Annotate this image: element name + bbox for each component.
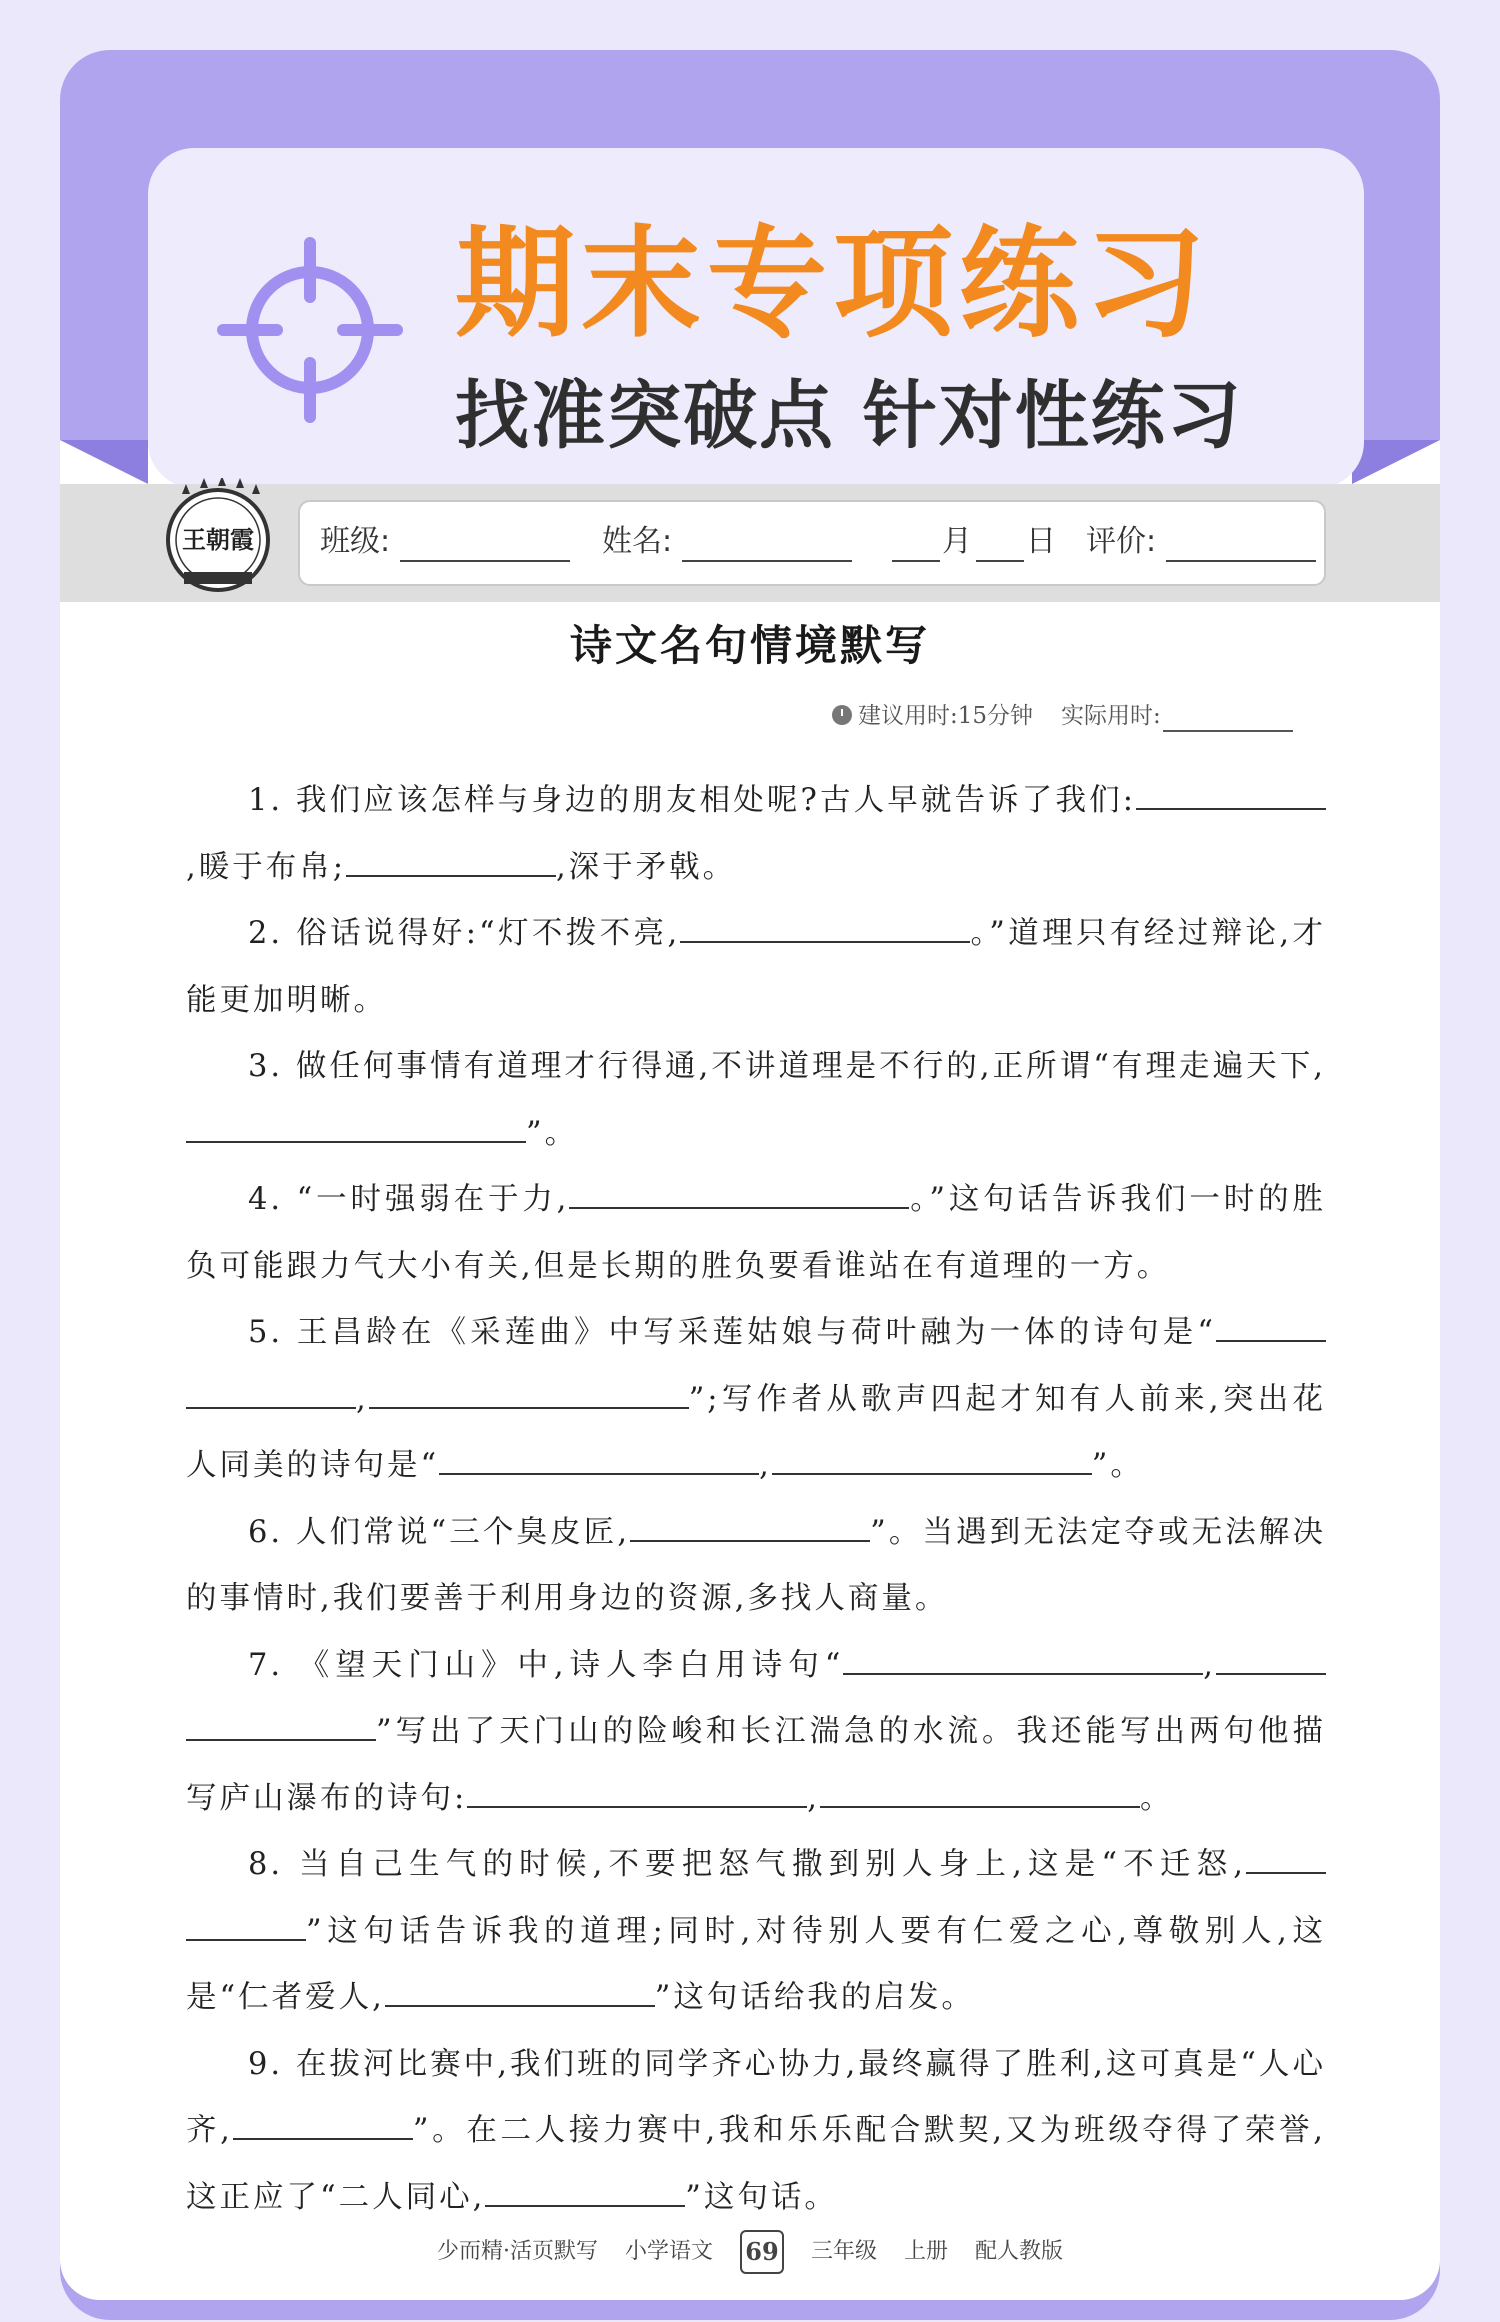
worksheet-title: 诗文名句情境默写 [569, 621, 930, 670]
question-text: ”。在二人接力赛中,我和乐乐配合默契,又为班级夺得了荣誉,这正应了“二人同心, [186, 2113, 1326, 2215]
question-text: ”这句话给我的启发。 [654, 1980, 975, 2015]
question-1 [186, 768, 1326, 901]
question-text: , [356, 1381, 369, 1417]
question-text: ”。 [1091, 1448, 1144, 1483]
question-6 [186, 1500, 1326, 1633]
time-row [832, 700, 1293, 732]
question-text: 1. 我们应该怎样与身边的朋友相处呢?古人早就告诉了我们: [248, 783, 1136, 818]
day-field[interactable] [976, 560, 1024, 562]
class-label: 班级: [320, 524, 391, 559]
answer-blank[interactable] [186, 1111, 526, 1143]
question-text: ,深于矛戟。 [555, 849, 737, 885]
answer-blank[interactable] [680, 911, 970, 943]
answer-blank[interactable] [1136, 778, 1246, 810]
question-text: ,暖于布帛; [186, 849, 346, 885]
actual-time-field[interactable] [1163, 708, 1293, 732]
question-text: 。”这句话告诉我们一时的胜负可能跟力气大小有关,但是长期的胜负要看谁站在有道理的一方。 [186, 1182, 1326, 1284]
footer-edition: 配人教版 [975, 2239, 1064, 2264]
question-text: 3. 做任何事情有道理才行得通,不讲道理是不行的,正所谓“有理走遍天下, [248, 1049, 1326, 1084]
answer-blank[interactable] [485, 2175, 685, 2207]
question-text: , [1203, 1647, 1216, 1683]
suggested-time: 建议用时:15分钟 [858, 703, 1034, 729]
answer-blank[interactable] [820, 1776, 1140, 1808]
question-text: 4. “一时强弱在于力, [248, 1182, 570, 1217]
answer-blank[interactable] [467, 1776, 807, 1808]
question-text: ”。 [526, 1115, 579, 1151]
question-5 [186, 1300, 1326, 1500]
question-text: , [759, 1448, 772, 1483]
question-text: , [807, 1780, 820, 1816]
page-number: 69 [740, 2230, 784, 2274]
question-4 [186, 1167, 1326, 1300]
answer-blank[interactable] [630, 1510, 870, 1542]
evaluation-label: 评价: [1086, 524, 1157, 559]
question-text: 2. 俗话说得好:“灯不拨不亮, [248, 916, 681, 951]
answer-blank[interactable] [1216, 1643, 1326, 1675]
right-fold-decoration [1352, 440, 1440, 484]
question-text: ”。当遇到无法定夺或无法解决的事情时,我们要善于利用身边的资源,多找人商量。 [186, 1514, 1326, 1616]
question-text: 5. 王昌龄在《采莲曲》中写采莲姑娘与荷叶融为一体的诗句是“ [248, 1315, 1216, 1350]
answer-blank[interactable] [1246, 1842, 1326, 1874]
question-8 [186, 1832, 1326, 2032]
question-list [186, 768, 1326, 2231]
class-field[interactable] [400, 560, 570, 562]
footer-subject: 小学语文 [624, 2239, 713, 2264]
day-label: 日 [1026, 524, 1056, 559]
question-9 [186, 2032, 1326, 2232]
question-text: ”写出了天门山的险峻和长江湍急的水流。我还能写出两句他描写庐山瀑布的诗句: [186, 1714, 1326, 1816]
name-label: 姓名: [602, 524, 673, 559]
question-text: 8. 当自己生气的时候,不要把怒气撒到别人身上,这是“不迁怒, [248, 1847, 1246, 1882]
answer-blank[interactable] [439, 1443, 759, 1475]
answer-blank[interactable] [186, 1377, 356, 1409]
footer-volume: 上册 [904, 2239, 949, 2264]
logo-name: 王朝霞 [182, 525, 254, 554]
footer-series: 少而精·活页默写 [436, 2239, 598, 2264]
answer-blank[interactable] [385, 1975, 655, 2007]
name-field[interactable] [682, 560, 852, 562]
question-text: ”这句话告诉我的道理;同时,对待别人要有仁爱之心,尊敬别人,这是“仁者爱人, [186, 1913, 1326, 2015]
page-footer [0, 2230, 1500, 2274]
question-7 [186, 1633, 1326, 1833]
question-text: 。”道理只有经过辩论,才能更加明晰。 [186, 916, 1326, 1018]
answer-blank[interactable] [346, 845, 556, 877]
answer-blank[interactable] [772, 1443, 1092, 1475]
question-text: ”;写作者从歌声四起才知有人前来,突出花人同美的诗句是“ [186, 1381, 1326, 1483]
evaluation-field[interactable] [1166, 560, 1316, 562]
question-text: 9. 在拔河比赛中,我们班的同学齐心协力,最终赢得了胜利,这可真是“人心齐, [186, 2046, 1326, 2148]
footer-grade: 三年级 [810, 2239, 877, 2264]
answer-blank[interactable] [233, 2108, 413, 2140]
student-info-box [298, 500, 1326, 586]
question-2 [186, 901, 1326, 1034]
answer-blank[interactable] [186, 1909, 306, 1941]
answer-blank[interactable] [369, 1377, 689, 1409]
question-text: 6. 人们常说“三个臭皮匠, [248, 1514, 631, 1550]
clock-icon [832, 705, 852, 725]
question-text: 。 [1139, 1780, 1174, 1816]
answer-blank[interactable] [1246, 778, 1326, 810]
brand-seal-logo [162, 478, 274, 598]
answer-blank[interactable] [569, 1177, 909, 1209]
month-label: 月 [942, 524, 972, 559]
answer-blank[interactable] [1216, 1310, 1326, 1342]
question-text: ”这句话。 [685, 2179, 838, 2215]
left-fold-decoration [60, 440, 148, 484]
month-field[interactable] [892, 560, 940, 562]
target-icon [215, 235, 405, 425]
question-3 [186, 1034, 1326, 1167]
banner-subtitle: 找准突破点 针对性练习 [455, 373, 1243, 459]
actual-time-label: 实际用时: [1061, 703, 1161, 729]
answer-blank[interactable] [186, 1709, 376, 1741]
question-text: 7. 《望天门山》中,诗人李白用诗句“ [248, 1647, 844, 1683]
banner-title: 期末专项练习 [455, 215, 1211, 354]
answer-blank[interactable] [843, 1643, 1203, 1675]
